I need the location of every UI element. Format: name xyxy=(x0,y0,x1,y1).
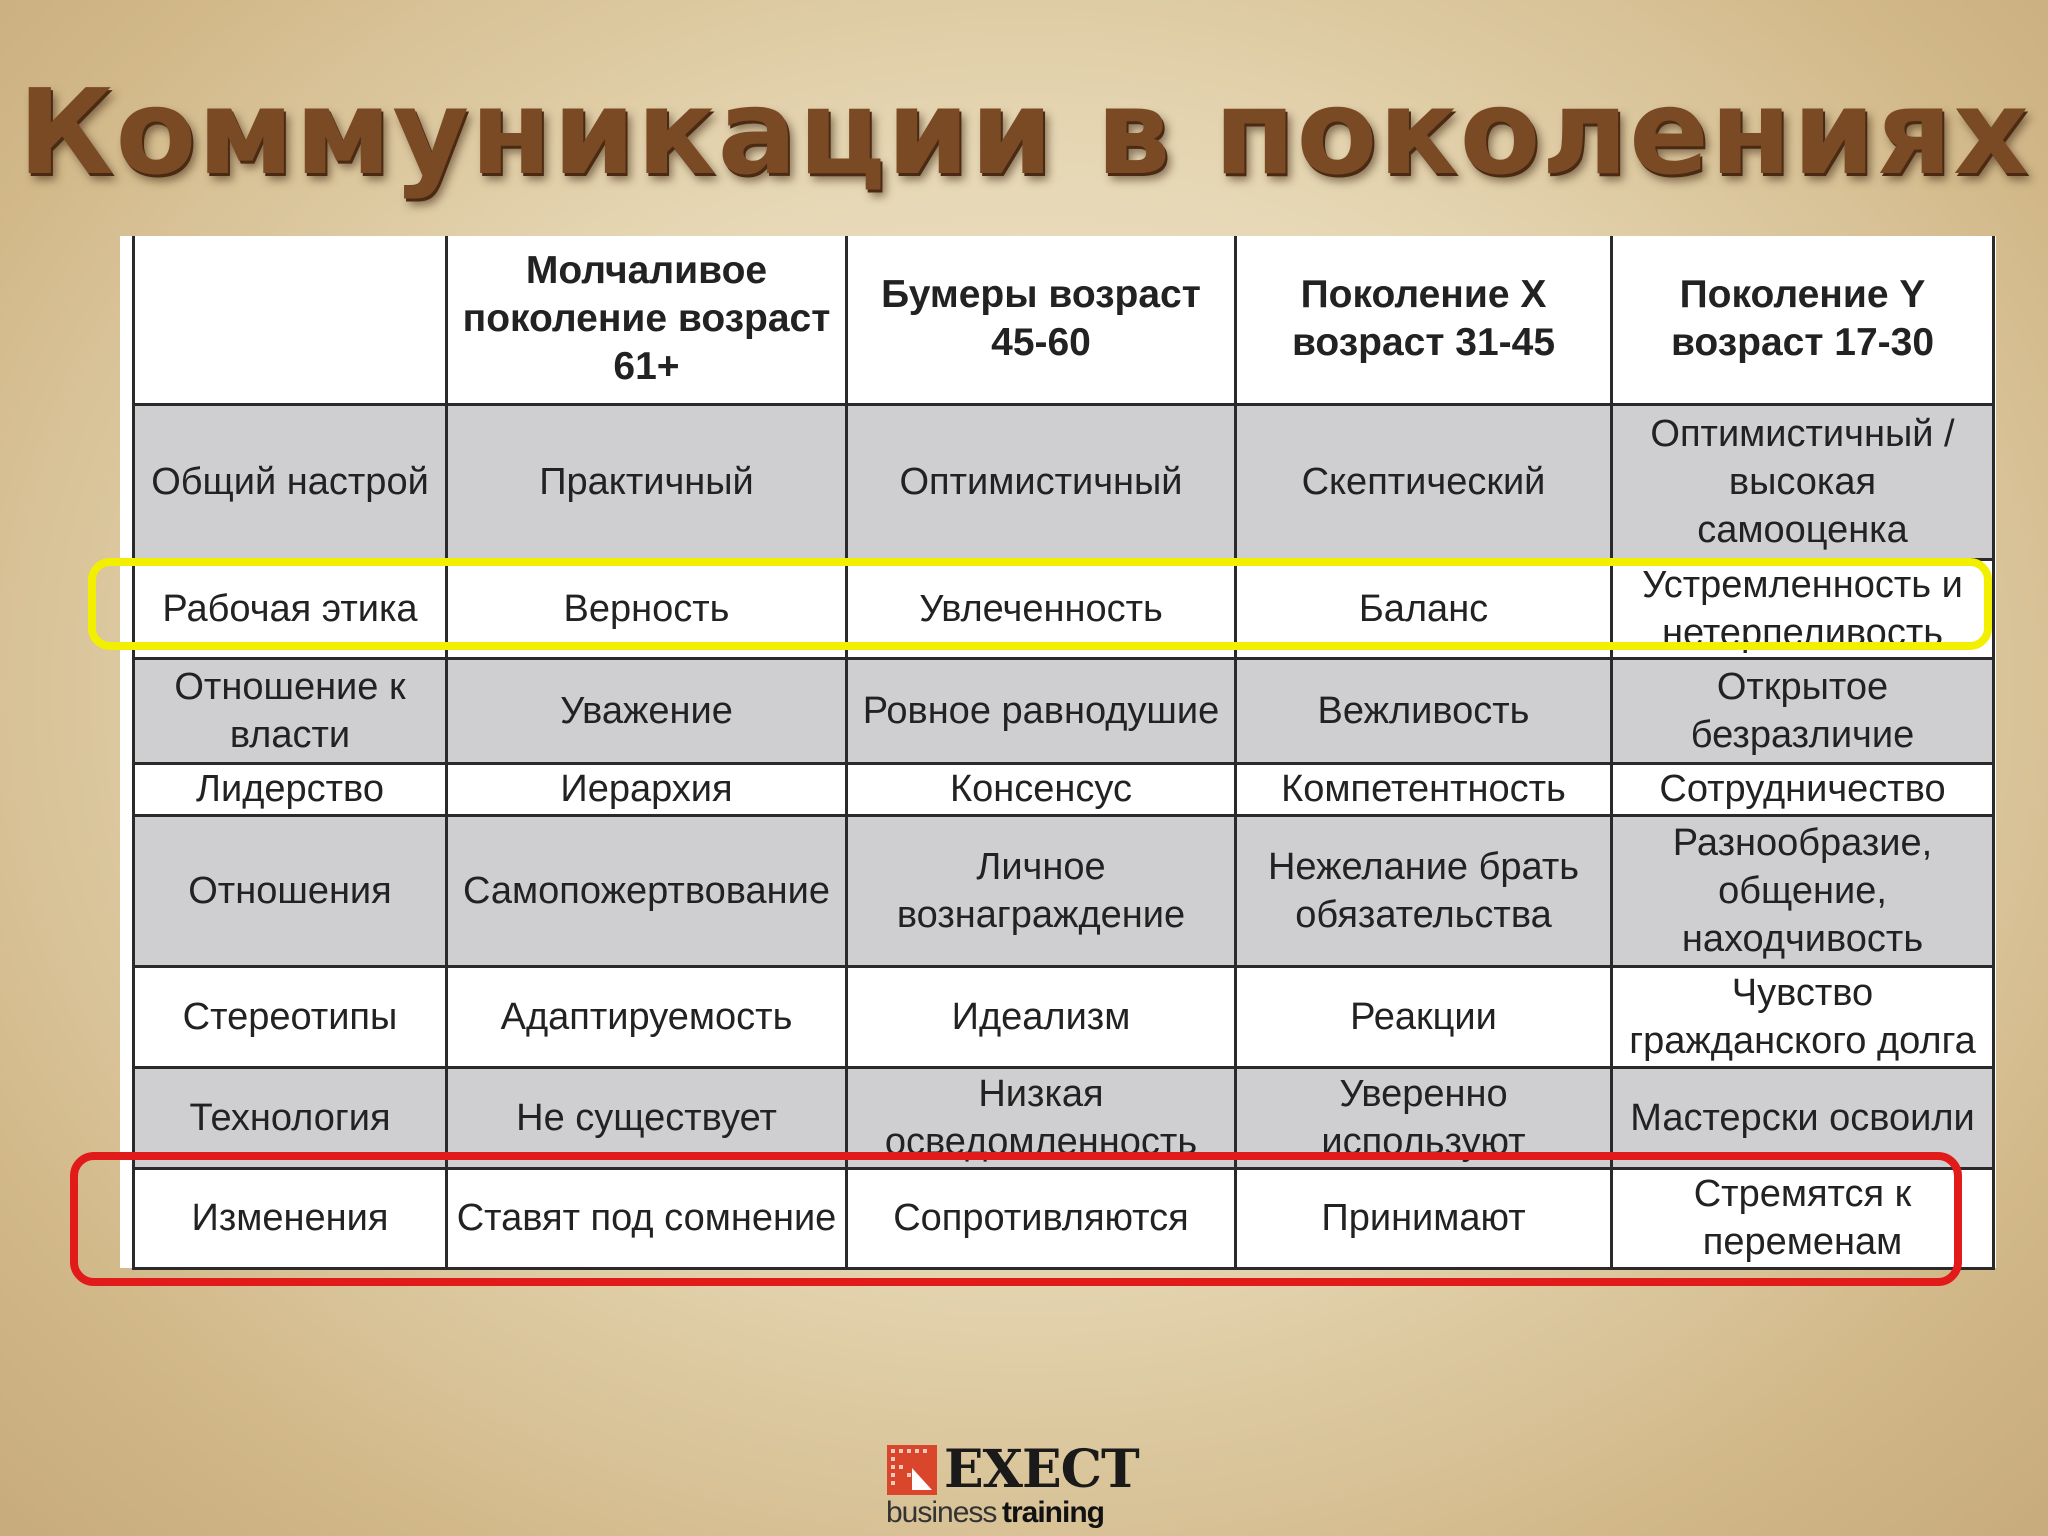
table-row xyxy=(134,1168,1994,1268)
table-cell: Разнообразие, общение, находчивость xyxy=(1612,815,1994,966)
table-cell: Верность xyxy=(447,559,847,658)
table-cell: Сотрудничество xyxy=(1612,763,1994,815)
table-cell: Уверенно используют xyxy=(1236,1067,1612,1168)
generations-table-container xyxy=(120,236,1996,1268)
table-cell: Личное вознаграждение xyxy=(847,815,1236,966)
table-cell: Баланс xyxy=(1236,559,1612,658)
table-cell: Чувство гражданского долга xyxy=(1612,966,1994,1067)
table-cell: Не существует xyxy=(447,1067,847,1168)
table-cell: Скептический xyxy=(1236,404,1612,559)
table-cell: Низкая осведомленность xyxy=(847,1067,1236,1168)
logo-brand-text: EXECT xyxy=(944,1439,1139,1500)
header-generation-y: Поколение Y возраст 17-30 xyxy=(1612,236,1994,404)
row-label: Стереотипы xyxy=(134,966,447,1067)
exect-logo xyxy=(884,1439,1139,1532)
table-cell: Увлеченность xyxy=(847,559,1236,658)
header-silent-generation: Молчаливое поколение возраст 61+ xyxy=(447,236,847,404)
header-row xyxy=(134,236,1994,404)
table-cell: Стремятся к переменам xyxy=(1612,1168,1994,1268)
table-cell: Вежливость xyxy=(1236,658,1612,763)
table-row xyxy=(134,658,1994,763)
logo-business-text: business xyxy=(886,1496,997,1529)
table-cell: Нежелание брать обязательства xyxy=(1236,815,1612,966)
table-cell: Сопротивляются xyxy=(847,1168,1236,1268)
table-row xyxy=(134,404,1994,559)
table-cell: Компетентность xyxy=(1236,763,1612,815)
table-cell: Ставят под сомнение xyxy=(447,1168,847,1268)
row-label: Лидерство xyxy=(134,763,447,815)
table-cell: Ровное равнодушие xyxy=(847,658,1236,763)
header-boomers: Бумеры возраст 45-60 xyxy=(847,236,1236,404)
row-label: Рабочая этика xyxy=(134,559,447,658)
table-row xyxy=(134,763,1994,815)
generations-table xyxy=(132,236,1995,1270)
row-label: Отношение к власти xyxy=(134,658,447,763)
table-cell: Оптимистичный xyxy=(847,404,1236,559)
table-cell: Устремленность и нетерпеливость xyxy=(1612,559,1994,658)
row-label: Технология xyxy=(134,1067,447,1168)
table-cell: Реакции xyxy=(1236,966,1612,1067)
table-row xyxy=(134,815,1994,966)
row-label: Изменения xyxy=(134,1168,447,1268)
table-cell: Идеализм xyxy=(847,966,1236,1067)
header-corner-cell xyxy=(134,236,447,404)
slide-title: Коммуникации в поколениях xyxy=(17,63,2031,201)
table-row xyxy=(134,1067,1994,1168)
table-row xyxy=(134,966,1994,1067)
header-generation-x: Поколение X возраст 31-45 xyxy=(1236,236,1612,404)
row-label: Отношения xyxy=(134,815,447,966)
table-cell: Принимают xyxy=(1236,1168,1612,1268)
table-cell: Иерархия xyxy=(447,763,847,815)
table-cell: Адаптируемость xyxy=(447,966,847,1067)
table-cell: Открытое безразличие xyxy=(1612,658,1994,763)
table-cell: Практичный xyxy=(447,404,847,559)
logo-training-text: training xyxy=(1002,1496,1104,1529)
table-cell: Самопожертвование xyxy=(447,815,847,966)
table-cell: Уважение xyxy=(447,658,847,763)
logo-mark-icon xyxy=(886,1444,938,1496)
table-cell: Консенсус xyxy=(847,763,1236,815)
table-cell: Мастерски освоили xyxy=(1612,1067,1994,1168)
table-row xyxy=(134,559,1994,658)
table-cell: Оптимистичный /высокая самооценка xyxy=(1612,404,1994,559)
row-label: Общий настрой xyxy=(134,404,447,559)
